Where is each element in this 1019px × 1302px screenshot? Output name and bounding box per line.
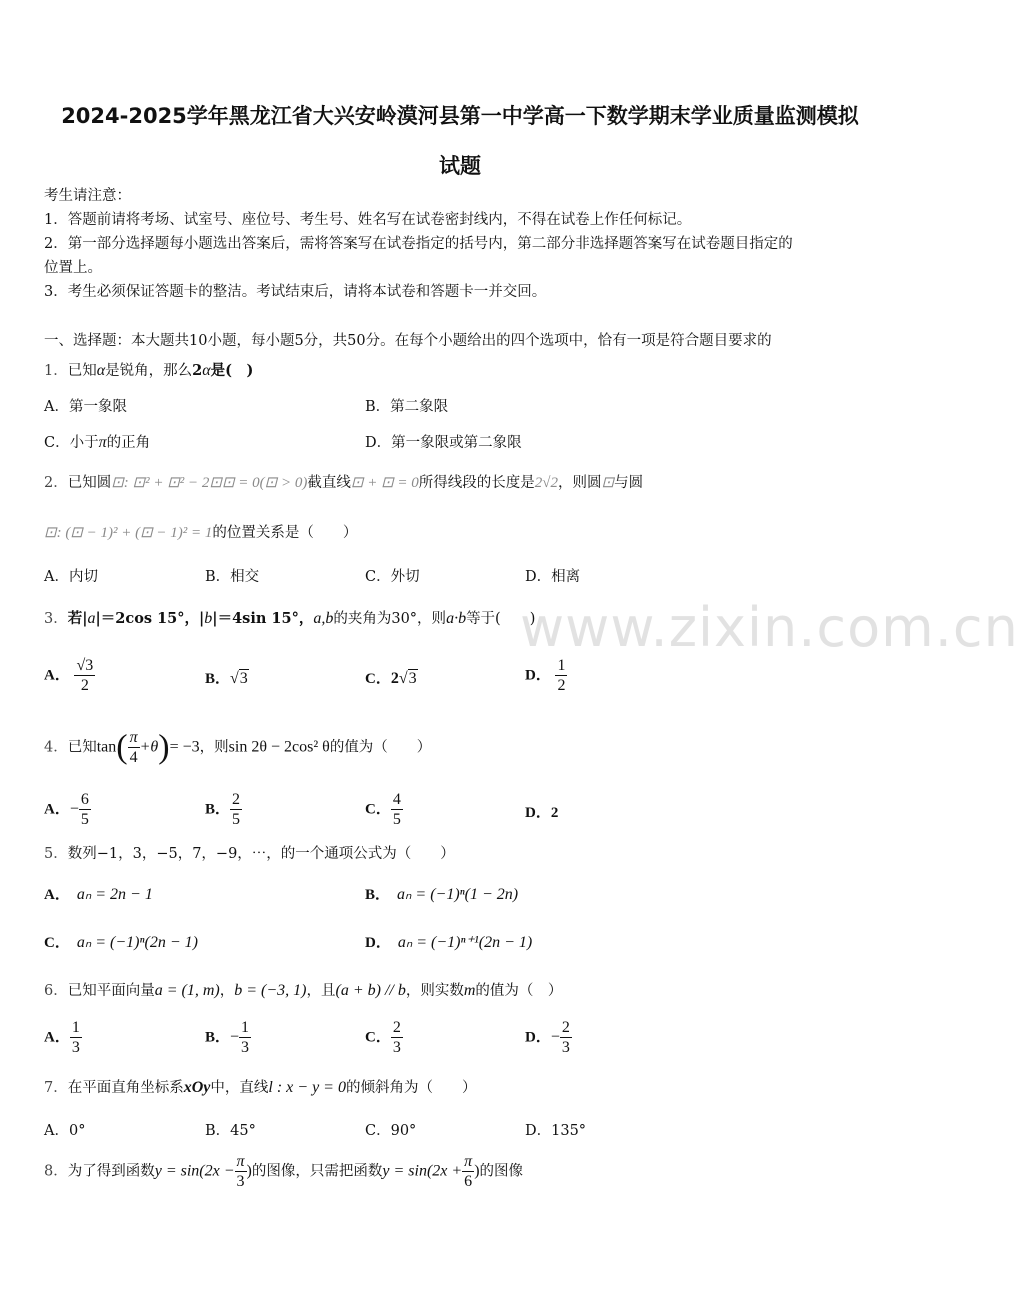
option-d: D．相离 [525, 569, 581, 585]
option-d: D．− $\frac{2}{3}$ [525, 1019, 570, 1056]
question-5: 5．数列−1，3，−5，7，−9，⋯，的一个通项公式为（ ） [44, 846, 455, 862]
option-b: B． $\frac{2}{5}$ [205, 791, 241, 828]
option-d: D．2 [525, 805, 559, 821]
option-b: B．相交 [205, 569, 260, 585]
option-b: B．45° [205, 1123, 256, 1139]
option-c: C． $\frac{4}{5}$ [365, 791, 401, 828]
option-c: C．小于π的正角 [44, 434, 151, 451]
fraction: $\frac{√3}{2}$ [76, 657, 94, 694]
option-b: B．√3 [205, 670, 248, 687]
option-a: A．− $\frac{6}{5}$ [44, 791, 89, 828]
option-a: A．0° [44, 1123, 86, 1139]
watermark: www.zixin.com.cn [520, 596, 1019, 659]
question-number: 1． [44, 363, 68, 379]
notice-item: 1．答题前请将考场、试室号、座位号、考生号、姓名写在试卷密封线内，不得在试卷上作任何标记。 [44, 212, 692, 228]
option-b: B．− $\frac{1}{3}$ [205, 1019, 250, 1056]
question-8: 8．为了得到函数y = sin(2x − $\frac{\pi}{3}$ )的图像，只需把函数y = sin(2x + $\frac{\pi}{6}$ )的图像 [44, 1153, 524, 1190]
option-d: D．第一象限或第二象限 [365, 435, 522, 451]
question-1: 1．已知α是锐角，那么2α是( ) [44, 362, 254, 379]
option-d: D． aₙ = (−1)ⁿ⁺¹(2n − 1) [365, 934, 533, 951]
option-b: B．第二象限 [365, 399, 449, 415]
question-2-continued: ⊡: (⊡ − 1)² + (⊡ − 1)² = 1的位置关系是（ ） [44, 525, 358, 541]
section-heading: 一、选择题：本大题共10小题，每小题5分，共50分。在每个小题给出的四个选项中，恰有一项是符合题目要求的 [44, 333, 772, 349]
notice-item: 3．考生必须保证答题卡的整洁。考试结束后，请将本试卷和答题卡一并交回。 [44, 284, 547, 300]
option-c: C．2√3 [365, 670, 417, 687]
question-2: 2．已知圆⊡: ⊡² + ⊡² − 2⊡⊡ = 0(⊡ > 0)截直线⊡ + ⊡ = 0所得线段的长度是2√2，则圆⊡与圆 [44, 475, 644, 491]
page-title-continued: 试题 [439, 154, 481, 178]
circle-equation: ⊡: (⊡ − 1)² + (⊡ − 1)² = 1 [44, 525, 213, 541]
page-title: 2024-2025学年黑龙江省大兴安岭漠河县第一中学高一下数学期末学业质量监测模拟 [61, 104, 859, 128]
option-a: A． $\frac{1}{3}$ [44, 1019, 80, 1056]
option-b: B． aₙ = (−1)ⁿ(1 − 2n) [365, 886, 519, 903]
option-a: A．第一象限 [44, 399, 127, 415]
option-c: C．90° [365, 1123, 417, 1139]
circle-equation: ⊡: ⊡² + ⊡² − 2⊡⊡ = 0(⊡ > 0) [111, 475, 308, 491]
fraction: $\frac{1}{2}$ [557, 657, 566, 694]
option-d: D．135° [525, 1123, 587, 1139]
option-d: D． $\frac{1}{2}$ [525, 657, 566, 694]
question-4: 4．已知tan( $\frac{\pi}{4}$ +θ)= −3，则sin 2θ − 2cos² θ的值为（ ） [44, 728, 432, 766]
question-7: 7．在平面直角坐标系xOy中，直线l : x − y = 0的倾斜角为（ ） [44, 1079, 477, 1096]
notice-item: 位置上。 [44, 260, 102, 276]
option-a: A． $\frac{√3}{2}$ [44, 657, 94, 694]
notice-heading: 考生请注意： [44, 188, 131, 204]
notice-item: 2．第一部分选择题每小题选出答案后，需将答案写在试卷指定的括号内，第二部分非选择题答案写在试卷题目指定的 [44, 236, 793, 252]
question-3: 3．若|a|＝2cos 15°，|b|＝4sin 15°，a,b的夹角为30°，则a·b等于( ) [44, 610, 536, 627]
question-6: 6．已知平面向量a = (1, m)，b = (−3, 1)，且(a + b) // b，则实数m的值为（ ） [44, 982, 563, 999]
option-c: C． $\frac{2}{3}$ [365, 1019, 401, 1056]
option-a: A． aₙ = 2n − 1 [44, 886, 153, 903]
option-c: C． aₙ = (−1)ⁿ(2n − 1) [44, 934, 198, 951]
option-c: C．外切 [365, 569, 420, 585]
line-equation: ⊡ + ⊡ = 0 [350, 475, 419, 491]
option-a: A．内切 [44, 569, 98, 585]
